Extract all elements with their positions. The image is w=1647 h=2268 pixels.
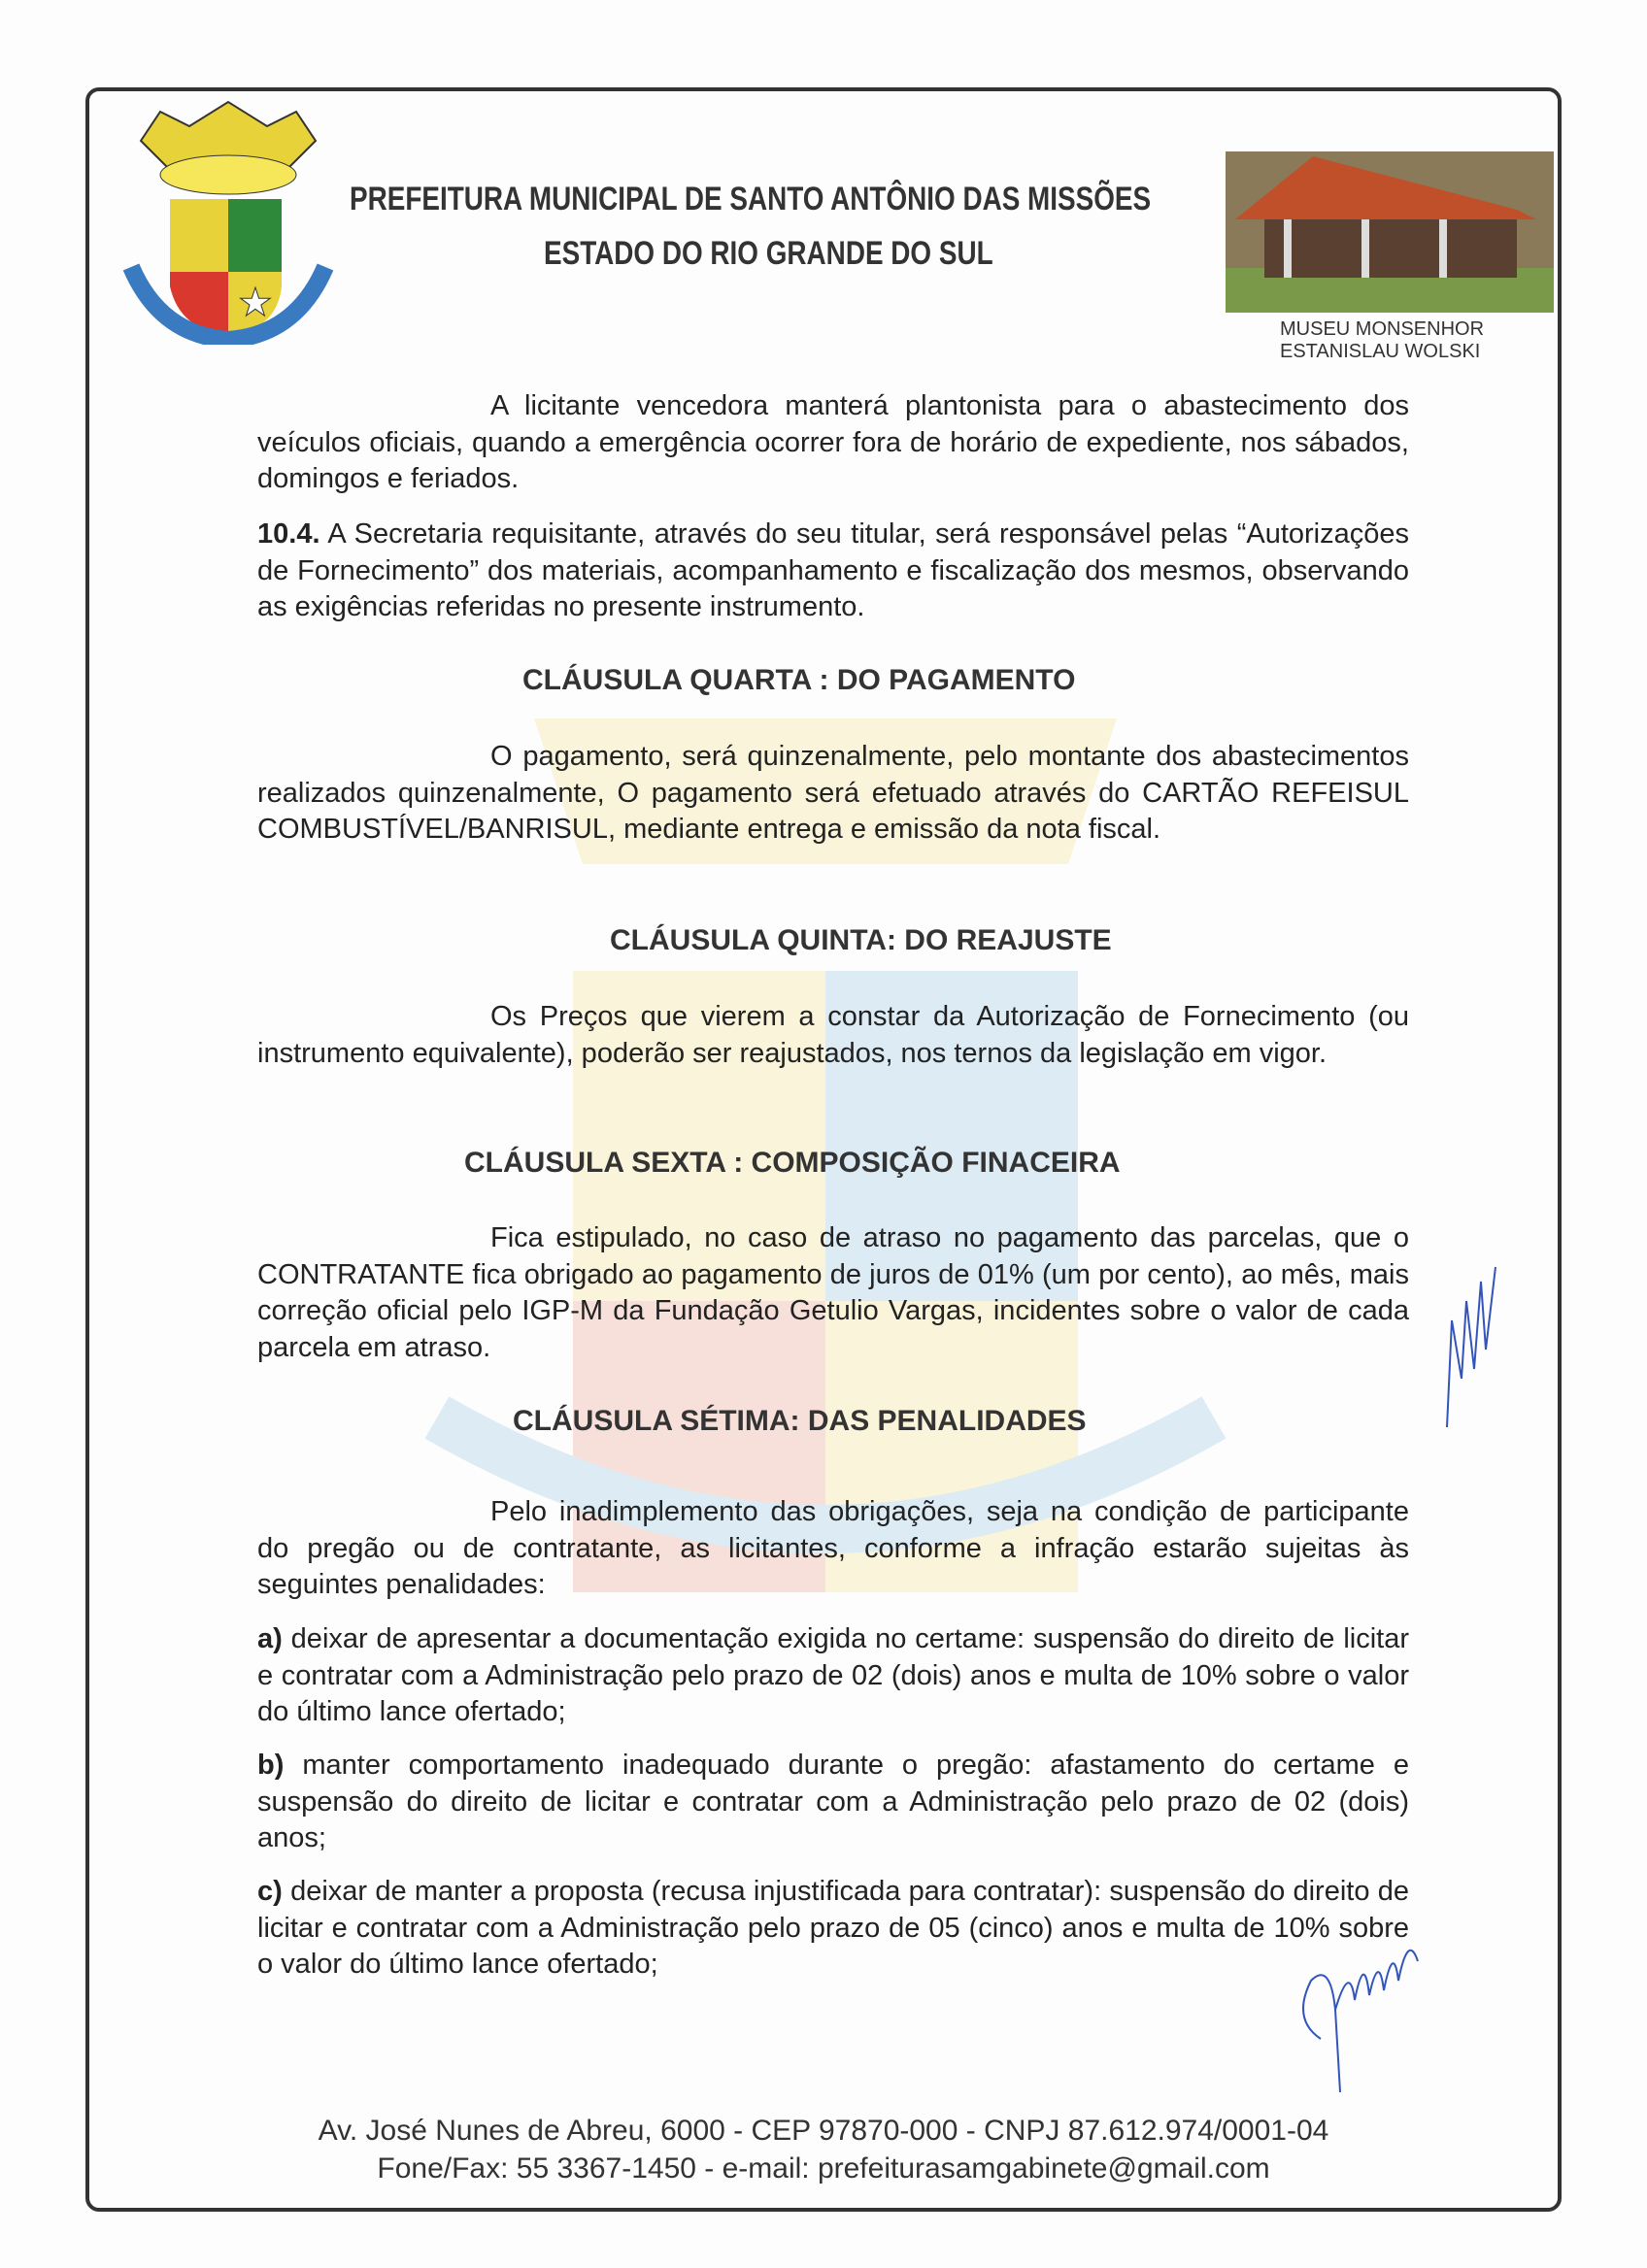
item-label: c) xyxy=(257,1876,283,1907)
signature-main xyxy=(1282,1922,1428,2097)
item-label: b) xyxy=(257,1750,285,1781)
footer-contact: Fone/Fax: 55 3367-1450 - e-mail: prefeiturasamgabinete@gmail.com xyxy=(377,2152,1270,2185)
item-label: a) xyxy=(257,1623,283,1654)
header-subtitle: ESTADO DO RIO GRANDE DO SUL xyxy=(544,235,993,272)
item-text: manter comportamento inadequado durante o pregão: afastamento do certame e suspensão do direito de licitar e contratar com a Administração pelo prazo de 02 (dois) anos; xyxy=(257,1750,1409,1853)
signature-initials xyxy=(1437,1262,1505,1437)
heading-clausula-sexta: CLÁUSULA SEXTA : COMPOSIÇÃO FINACEIRA xyxy=(464,1147,1121,1179)
heading-clausula-setima: CLÁUSULA SÉTIMA: DAS PENALIDADES xyxy=(513,1405,1087,1437)
paragraph-10-4 xyxy=(257,517,1409,626)
museum-photo xyxy=(1226,151,1554,313)
paragraph-pagamento: O pagamento, será quinzenalmente, pelo montante dos abastecimentos realizados quinzenalmente, O pagamento será efetuado através do CARTÃO REFEISUL COMBUSTÍVEL/BANRISUL, mediante entrega e emissão da nota fiscal. xyxy=(257,741,1409,845)
paragraph-composicao: Fica estipulado, no caso de atraso no pagamento das parcelas, que o CONTRATANTE fica obrigado ao pagamento de juros de 01% (um por cento), ao mês, mais correção oficial pelo IGP-M da Fundação Getulio Vargas, incidentes sobre o valor de cada parcela em atraso. xyxy=(257,1222,1409,1363)
item-text: deixar de manter a proposta (recusa injustificada para contratar): suspensão do direito de licitar e contratar com a Administração pelo prazo de 05 (cinco) anos e multa de 10% sobre o valor do último lance ofertado; xyxy=(257,1876,1409,1980)
museum-caption xyxy=(1280,318,1484,363)
penalty-c xyxy=(257,1874,1409,1984)
paragraph-plantonista: A licitante vencedora manterá plantonista para o abastecimento dos veículos oficiais, quando a emergência ocorrer fora de horário de expediente, nos sábados, domingos e feriados. xyxy=(257,390,1409,494)
caption-line: ESTANISLAU WOLSKI xyxy=(1280,341,1481,362)
clause-number: 10.4. xyxy=(257,518,320,550)
penalty-b xyxy=(257,1748,1409,1857)
municipal-crest-logo xyxy=(121,92,335,345)
caption-line: MUSEU MONSENHOR xyxy=(1280,318,1485,340)
header-title: PREFEITURA MUNICIPAL DE SANTO ANTÔNIO DAS MISSÕES xyxy=(350,181,1152,217)
svg-text:★: ★ xyxy=(238,282,273,324)
clause-text: A Secretaria requisitante, através do seu titular, será responsável pelas “Autorizações de Fornecimento” dos materiais, acompanhamento e fiscalização dos mesmos, observando as exigências referidas no presente instrumento. xyxy=(257,518,1409,622)
item-text: deixar de apresentar a documentação exigida no certame: suspensão do direito de licitar e contratar com a Administração pelo prazo de 02 (dois) anos e multa de 10% sobre o valor do último lance ofertado; xyxy=(257,1623,1409,1727)
heading-clausula-quinta: CLÁUSULA QUINTA: DO REAJUSTE xyxy=(610,924,1112,956)
footer-address: Av. José Nunes de Abreu, 6000 - CEP 97870-000 - CNPJ 87.612.974/0001-04 xyxy=(318,2115,1329,2147)
penalty-a xyxy=(257,1621,1409,1731)
heading-clausula-quarta: CLÁUSULA QUARTA : DO PAGAMENTO xyxy=(522,664,1076,696)
paragraph-reajuste: Os Preços que vierem a constar da Autorização de Fornecimento (ou instrumento equivalente), poderão ser reajustados, nos ternos da legislação em vigor. xyxy=(257,1001,1409,1069)
paragraph-penalidades: Pelo inadimplemento das obrigações, seja na condição de participante do pregão ou de contratante, as licitantes, conforme a infração estarão sujeitas às seguintes penalidades: xyxy=(257,1496,1409,1600)
